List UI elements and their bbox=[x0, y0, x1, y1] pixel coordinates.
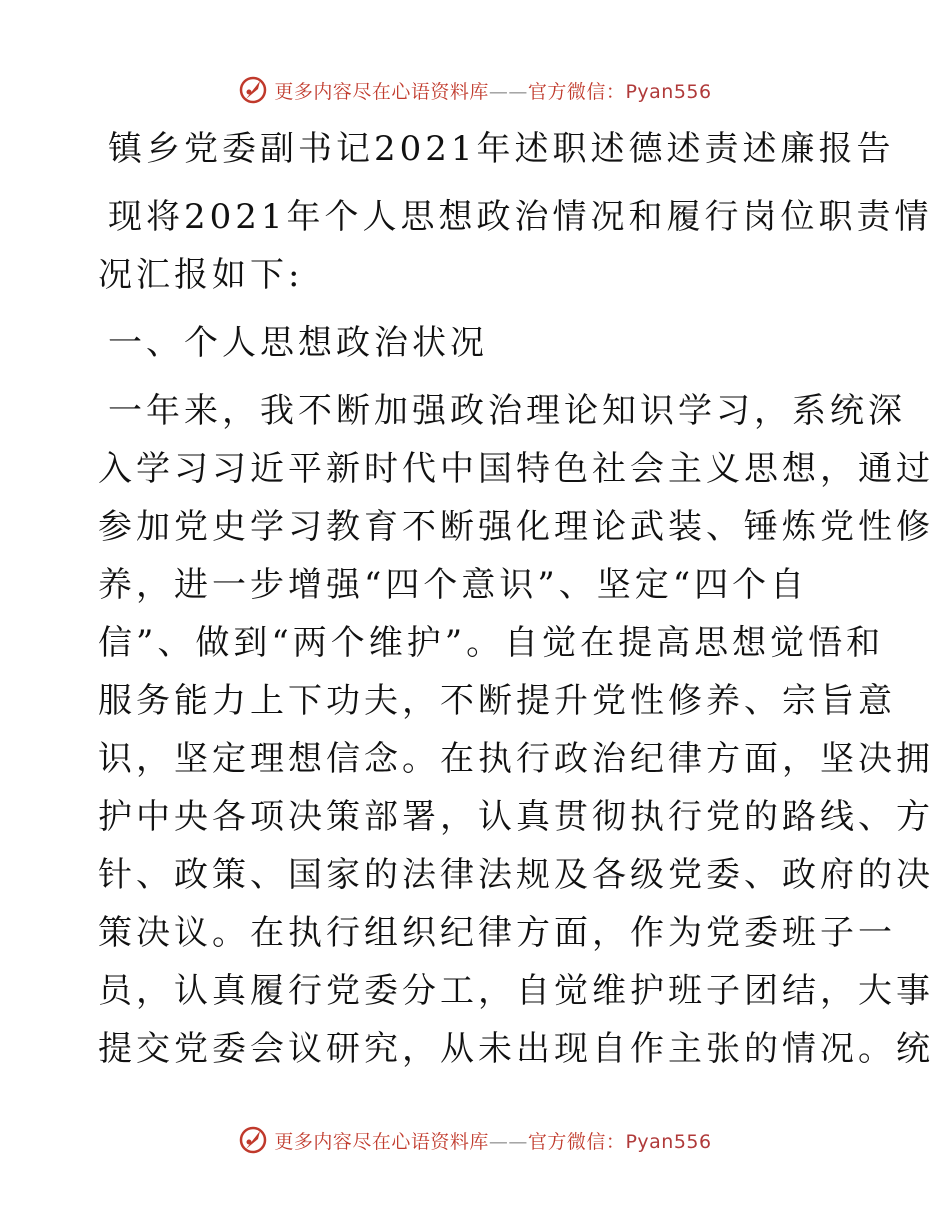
watermark-brand: 更多内容尽在心语资料库 bbox=[274, 1130, 489, 1153]
footer-watermark bbox=[0, 1120, 950, 1160]
body-line: 服务能力上下功夫，不断提升党性修养、宗旨意 bbox=[98, 681, 896, 721]
body-line: 入学习习近平新时代中国特色社会主义思想，通过 bbox=[98, 449, 934, 489]
watermark-text bbox=[274, 77, 711, 104]
watermark-brand: 更多内容尽在心语资料库 bbox=[274, 80, 489, 103]
section-heading: 一、个人思想政治状况 bbox=[108, 323, 488, 363]
body-line: 策决议。在执行组织纪律方面，作为党委班子一 bbox=[98, 913, 896, 953]
body-line: 针、政策、国家的法律法规及各级党委、政府的决 bbox=[98, 855, 934, 895]
intro-line-2: 况汇报如下: bbox=[98, 255, 304, 295]
body-line: 护中央各项决策部署，认真贯彻执行党的路线、方 bbox=[98, 797, 934, 837]
body-line: 一年来，我不断加强政治理论知识学习，系统深 bbox=[108, 391, 906, 431]
body-line: 识，坚定理想信念。在执行政治纪律方面，坚决拥 bbox=[98, 739, 934, 779]
watermark-dash: —— bbox=[488, 80, 528, 103]
watermark-text bbox=[274, 1127, 711, 1154]
body-line: 信”、做到“两个维护”。自觉在提高思想觉悟和 bbox=[98, 623, 885, 663]
intro-line-1: 现将2021年个人思想政治情况和履行岗位职责情 bbox=[108, 197, 933, 237]
document-title: 镇乡党委副书记2021年述职述德述责述廉报告 bbox=[108, 129, 895, 169]
watermark-label: 官方微信： bbox=[527, 80, 626, 103]
header-watermark bbox=[0, 70, 950, 110]
body-line: 提交党委会议研究，从未出现自作主张的情况。统 bbox=[98, 1029, 934, 1069]
feather-logo-icon bbox=[238, 75, 268, 105]
feather-logo-icon bbox=[238, 1125, 268, 1155]
body-line: 参加党史学习教育不断强化理论武装、锤炼党性修 bbox=[98, 507, 934, 547]
watermark-dash: —— bbox=[488, 1130, 528, 1153]
body-line: 养，进一步增强“四个意识”、坚定“四个自 bbox=[98, 565, 809, 605]
body-line: 员，认真履行党委分工，自觉维护班子团结，大事 bbox=[98, 971, 934, 1011]
document-body bbox=[98, 120, 934, 1078]
watermark-label: 官方微信： bbox=[527, 1130, 626, 1153]
watermark-account: Pyan556 bbox=[625, 80, 712, 103]
watermark-account: Pyan556 bbox=[625, 1130, 712, 1153]
